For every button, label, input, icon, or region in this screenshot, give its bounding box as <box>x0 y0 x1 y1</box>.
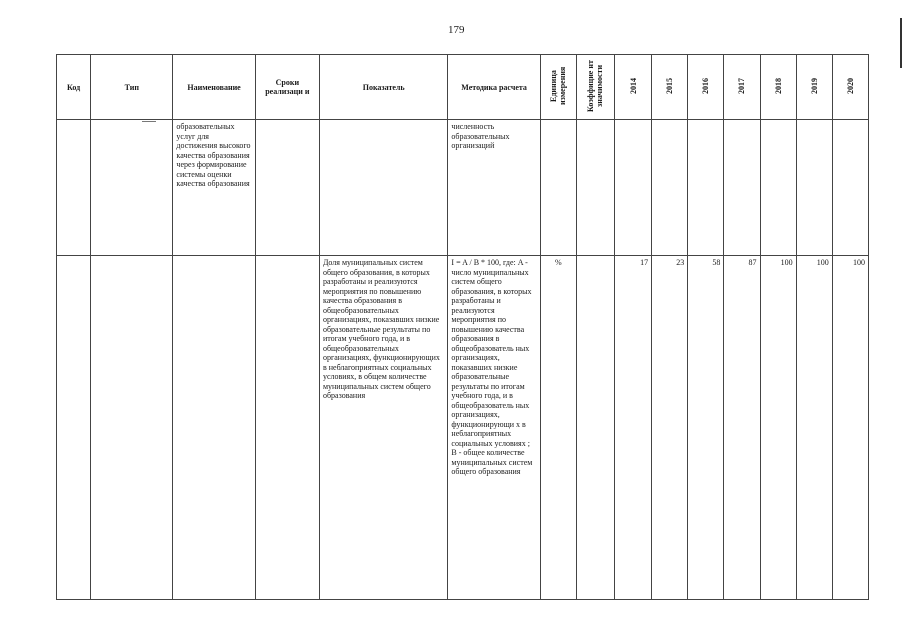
header-year: 2017 <box>737 78 747 94</box>
cell-terms <box>255 120 319 256</box>
cell-indicator: Доля муниципальных систем общего образования, в которых разработаны и реализуются мероприятия по повышению качества образования в общеобразовательных организациях, показавших низкие образовательные результаты по итогам учебного года, и в общеобразовательных организациях, функционирующих в неблагоприятных социальных условиях, в общем количестве муниципальных систем общего образования <box>319 256 447 600</box>
header-code: Код <box>57 55 91 120</box>
header-terms: Сроки реализаци и <box>255 55 319 120</box>
cell-value: 87 <box>724 256 760 600</box>
cell-code <box>57 256 91 600</box>
header-name: Наименование <box>173 55 255 120</box>
cell-type <box>91 256 173 600</box>
header-method: Методика расчета <box>448 55 540 120</box>
header-year-cell <box>796 55 832 120</box>
cell-name <box>173 256 255 600</box>
header-unit-cell <box>540 55 576 120</box>
cell-name: образовательных услуг для достижения высокого качества образования через формирование системы оценки качества образования <box>173 120 255 256</box>
cell-method: численность образовательных организаций <box>448 120 540 256</box>
header-year: 2019 <box>809 78 819 94</box>
cell-value <box>688 120 724 256</box>
cell-method: I = A / B * 100, где: A - число муниципальных систем общего образования, в которых разработаны и реализуются мероприятия по повышению качества образования в общеобразователь ных организациях, показавших низкие образовательные результаты по итогам учебного года, и в общеобразователь ных организациях, функционирующи х в неблагоприятных социальных условиях ; B - общее количестве муниципальных систем общего образования <box>448 256 540 600</box>
scan-mark <box>142 121 156 122</box>
scan-margin-line <box>900 18 902 68</box>
header-year: 2018 <box>773 78 783 94</box>
cell-unit <box>540 120 576 256</box>
cell-value <box>724 120 760 256</box>
page-number: 179 <box>448 24 465 36</box>
cell-value <box>615 120 652 256</box>
cell-value: 100 <box>760 256 796 600</box>
header-coefficient-cell <box>576 55 614 120</box>
header-unit: Единица измерения <box>549 66 568 106</box>
table-row <box>57 120 869 256</box>
header-year: 2016 <box>701 78 711 94</box>
cell-value: 58 <box>688 256 724 600</box>
cell-code <box>57 120 91 256</box>
table-row <box>57 256 869 600</box>
cell-terms <box>255 256 319 600</box>
cell-type <box>91 120 173 256</box>
header-year: 2020 <box>845 78 855 94</box>
cell-unit: % <box>540 256 576 600</box>
cell-coefficient <box>576 120 614 256</box>
cell-value <box>760 120 796 256</box>
cell-value: 100 <box>796 256 832 600</box>
header-year-cell <box>688 55 724 120</box>
cell-indicator <box>319 120 447 256</box>
cell-value: 100 <box>832 256 868 600</box>
cell-value: 23 <box>652 256 688 600</box>
cell-value <box>796 120 832 256</box>
cell-value <box>832 120 868 256</box>
header-year: 2014 <box>628 78 638 94</box>
header-year-cell <box>652 55 688 120</box>
indicators-table <box>56 54 869 600</box>
header-indicator: Показатель <box>319 55 447 120</box>
header-year-cell <box>832 55 868 120</box>
cell-value <box>652 120 688 256</box>
header-coefficient: Коэффицие нт значимости <box>586 60 605 112</box>
header-year: 2015 <box>665 78 675 94</box>
header-year-cell <box>724 55 760 120</box>
cell-coefficient <box>576 256 614 600</box>
header-year-cell <box>760 55 796 120</box>
header-year-cell <box>615 55 652 120</box>
header-type: Тип <box>91 55 173 120</box>
header-row <box>57 55 869 120</box>
cell-value: 17 <box>615 256 652 600</box>
